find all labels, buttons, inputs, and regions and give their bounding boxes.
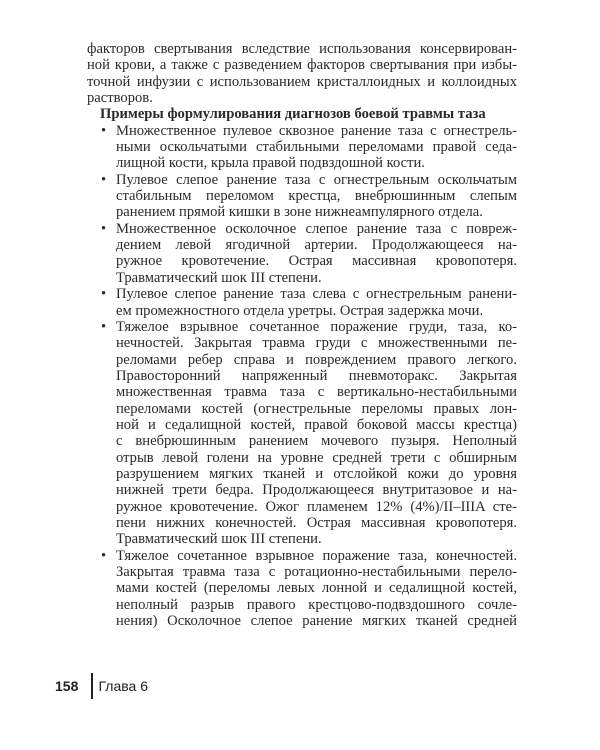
- list-item: [87, 172, 517, 221]
- text-line: нижней трети бедра. Продолжающееся внутритазовое и на-: [116, 482, 517, 499]
- list-item: [87, 123, 517, 172]
- bullet-icon: •: [101, 122, 107, 139]
- text-line: Тяжелое сочетанное взрывное поражение таза, конечностей.: [116, 547, 517, 564]
- text-line: лищной кости, крыла правой подвздошной кости.: [116, 155, 425, 172]
- text-line: факторов свертывания вследствие использования консервирован-: [87, 41, 517, 57]
- text-line: реломами ребер справа и повреждением правого легкого.: [116, 351, 517, 368]
- text-line: Пулевое слепое ранение таза с огнестрельным оскольчатым: [116, 171, 517, 188]
- text-line: ружное кровотечение. Острая массивная кровопотеря.: [116, 253, 517, 270]
- text-line: дением левой ягодичной артерии. Продолжающееся на-: [116, 237, 517, 254]
- text-line: ранением прямой кишки в зоне нижнеампулярного отдела.: [116, 204, 483, 221]
- text-line: ружное кровотечение. Ожог пламенем 12% (4%)/II–IIIA сте-: [116, 498, 517, 515]
- text-line: Травматический шок III степени.: [116, 531, 322, 548]
- bullet-icon: •: [101, 220, 107, 237]
- page-number: 158: [55, 678, 79, 694]
- text-line: нечностей. Закрытая травма груди с множественными пе-: [116, 335, 517, 352]
- text-line: Пулевое слепое ранение таза слева с огнестрельным ранени-: [116, 286, 517, 303]
- text-line: множественная травма таза с вертикально-нестабильными: [116, 384, 517, 401]
- text-line: разрушением мягких тканей и отслойкой кожи до уровня: [116, 465, 517, 482]
- list-item: [87, 548, 517, 630]
- bullet-icon: •: [101, 547, 107, 564]
- chapter-label: Глава 6: [98, 678, 148, 694]
- text-line: Множественное пулевое сквозное ранение таза с огнестрель-: [116, 122, 517, 139]
- diagnosis-list: [87, 123, 517, 630]
- footer-divider: [91, 673, 93, 699]
- text-line: ными оскольчатыми стабильными переломами правой седа-: [116, 139, 517, 156]
- text-line: мами костей (переломы левых лонной и седалищной костей,: [116, 580, 517, 597]
- text-line: Множественное осколочное слепое ранение таза с повреж-: [116, 220, 517, 237]
- bullet-icon: •: [101, 171, 107, 188]
- text-line: нения) Осколочное слепое ранение мягких тканей средней: [116, 613, 517, 630]
- page-footer: [55, 673, 148, 699]
- text-line: Тяжелое взрывное сочетанное поражение груди, таза, ко-: [116, 318, 517, 335]
- text-line: ем промежностного отдела уретры. Острая задержка мочи.: [116, 302, 484, 319]
- text-line: переломами костей (огнестрельные переломы правых лон-: [116, 400, 517, 417]
- section-heading: Примеры формулирования диагнозов боевой травмы таза: [100, 106, 486, 123]
- text-line: неполный разрыв правого крестцово-подвздошного сочле-: [116, 596, 517, 613]
- text-line: ной и седалищной костей, правой боковой массы крестца): [116, 416, 517, 433]
- list-item: [87, 319, 517, 548]
- list-item: [87, 286, 517, 319]
- text-line: ной крови, а также с разведением факторов свертывания при избы-: [87, 57, 517, 74]
- bullet-icon: •: [101, 318, 107, 335]
- text-line: Правосторонний напряженный пневмоторакс. Закрытая: [116, 367, 517, 384]
- bullet-icon: •: [101, 286, 107, 303]
- text-line: точной инфузии с использованием кристаллоидных и коллоидных: [87, 73, 517, 90]
- intro-paragraph: [87, 41, 517, 106]
- text-line: пени нижних конечностей. Острая массивная кровопотеря.: [116, 514, 517, 531]
- list-item: [87, 221, 517, 286]
- text-line: Закрытая травма таза с ротационно-нестабильными перело-: [116, 564, 517, 580]
- text-line: растворов.: [87, 90, 153, 107]
- text-line: с внебрюшинным ранением мочевого пузыря. Неполный: [116, 433, 517, 450]
- text-line: стабильным переломом крестца, внебрюшинным слепым: [116, 188, 517, 205]
- page-body: [87, 41, 517, 629]
- text-line: Травматический шок III степени.: [116, 269, 322, 286]
- text-line: отрыв левой голени на уровне средней трети с обширным: [116, 449, 517, 466]
